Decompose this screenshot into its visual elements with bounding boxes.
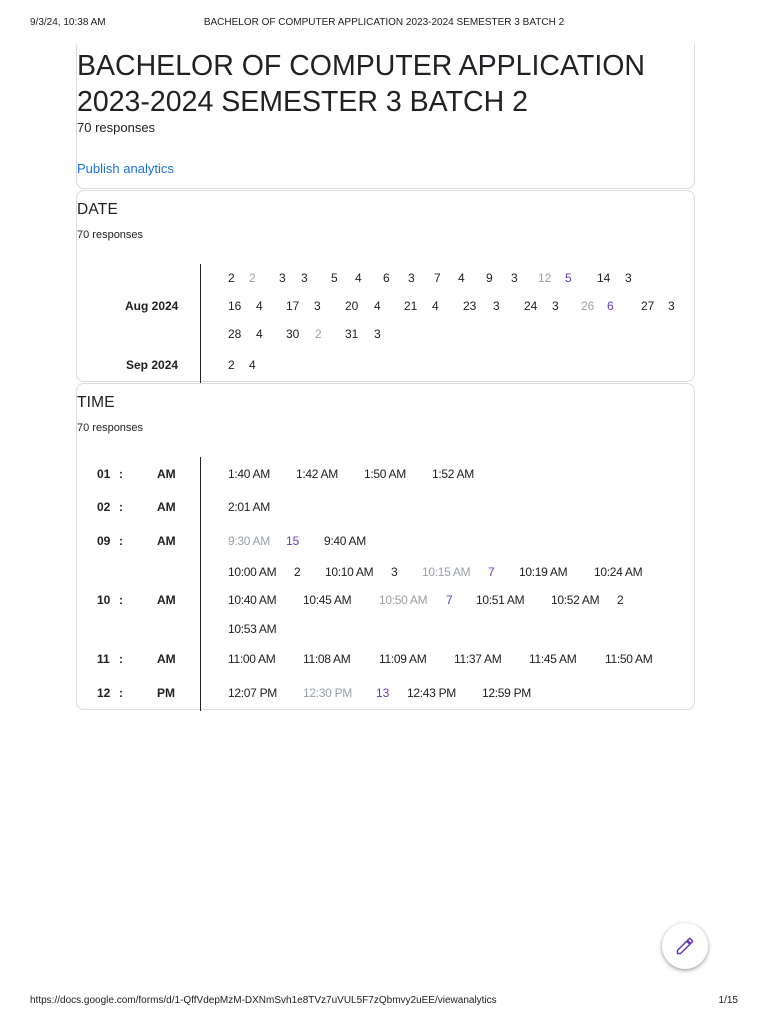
time-hour-label: 12 <box>97 686 111 700</box>
time-ampm-label: AM <box>157 467 176 481</box>
time-separator: : <box>119 652 123 666</box>
time-value: 1:52 AM <box>432 467 474 481</box>
time-value: 2:01 AM <box>228 500 270 514</box>
time-value: 11:50 AM <box>605 652 653 666</box>
print-page-number: 1/15 <box>718 995 738 1006</box>
date-group-label: Sep 2024 <box>126 358 179 372</box>
date-count: 4 <box>355 271 362 285</box>
time-count: 7 <box>488 565 495 579</box>
pencil-icon <box>675 936 695 956</box>
date-day: 7 <box>434 271 441 285</box>
date-day: 2 <box>228 358 235 372</box>
time-question-responses: 70 responses <box>77 422 144 434</box>
date-day: 27 <box>641 299 655 313</box>
publish-analytics-link[interactable]: Publish analytics <box>77 161 174 176</box>
time-separator: : <box>119 500 123 514</box>
time-question-title: TIME <box>77 394 115 411</box>
time-value: 1:40 AM <box>228 467 270 481</box>
date-count: 3 <box>314 299 321 313</box>
time-value: 9:40 AM <box>324 534 366 548</box>
print-title: BACHELOR OF COMPUTER APPLICATION 2023-2024 SEMESTER 3 BATCH 2 <box>203 17 565 28</box>
date-count: 3 <box>511 271 518 285</box>
date-day: 16 <box>228 299 242 313</box>
time-separator: : <box>119 593 123 607</box>
date-count: 4 <box>374 299 381 313</box>
time-value: 1:50 AM <box>364 467 406 481</box>
time-divider-line <box>200 457 201 711</box>
print-url: https://docs.google.com/forms/d/1-QffVdepMzM-DXNmSvh1e8TVz7uVUL5F7zQbmvy2uEE/viewanalytics <box>30 995 497 1006</box>
time-value: 11:09 AM <box>379 652 427 666</box>
date-day: 20 <box>345 299 359 313</box>
time-value: 10:40 AM <box>228 593 277 607</box>
time-value: 11:37 AM <box>454 652 502 666</box>
date-day: 12 <box>538 271 552 285</box>
time-count: 2 <box>294 565 301 579</box>
print-datetime: 9/3/24, 10:38 AM <box>30 17 106 28</box>
date-count: 4 <box>458 271 465 285</box>
date-count: 3 <box>374 327 381 341</box>
edit-fab-button[interactable] <box>662 923 708 969</box>
date-count: 4 <box>249 358 256 372</box>
time-hour-label: 10 <box>97 593 111 607</box>
print-header <box>30 17 738 31</box>
time-value: 10:53 AM <box>228 622 277 636</box>
form-header-card <box>76 44 695 189</box>
time-value: 12:07 PM <box>228 686 277 700</box>
form-title <box>77 48 687 120</box>
time-hour-label: 01 <box>97 467 111 481</box>
time-value: 10:52 AM <box>551 593 600 607</box>
time-question-card <box>76 383 695 710</box>
date-day: 24 <box>524 299 538 313</box>
time-count: 3 <box>391 565 398 579</box>
time-value: 1:42 AM <box>296 467 338 481</box>
time-value: 11:00 AM <box>228 652 276 666</box>
time-value: 9:30 AM <box>228 534 270 548</box>
time-hour-label: 02 <box>97 500 111 514</box>
date-count: 3 <box>552 299 559 313</box>
date-divider-line <box>200 264 201 383</box>
time-separator: : <box>119 686 123 700</box>
date-day: 2 <box>228 271 235 285</box>
time-separator: : <box>119 534 123 548</box>
time-count: 2 <box>617 593 624 607</box>
date-count: 2 <box>249 271 256 285</box>
time-value: 10:00 AM <box>228 565 277 579</box>
date-count: 5 <box>565 271 572 285</box>
time-separator: : <box>119 467 123 481</box>
date-count: 3 <box>625 271 632 285</box>
time-ampm-label: AM <box>157 593 176 607</box>
time-value: 10:45 AM <box>303 593 352 607</box>
time-value: 12:30 PM <box>303 686 352 700</box>
time-value: 12:43 PM <box>407 686 456 700</box>
time-value: 10:24 AM <box>594 565 643 579</box>
date-day: 30 <box>286 327 300 341</box>
date-day: 26 <box>581 299 595 313</box>
form-title-line1: BACHELOR OF COMPUTER APPLICATION <box>77 50 645 82</box>
time-count: 7 <box>446 593 453 607</box>
time-ampm-label: PM <box>157 686 175 700</box>
time-value: 10:51 AM <box>476 593 525 607</box>
form-title-line2: 2023-2024 SEMESTER 3 BATCH 2 <box>77 86 528 118</box>
date-count: 4 <box>432 299 439 313</box>
date-day: 3 <box>279 271 286 285</box>
date-question-title: DATE <box>77 201 118 218</box>
date-day: 6 <box>383 271 390 285</box>
date-count: 3 <box>301 271 308 285</box>
time-count: 13 <box>376 686 390 700</box>
date-question-responses: 70 responses <box>77 229 144 241</box>
date-day: 28 <box>228 327 242 341</box>
time-value: 10:50 AM <box>379 593 428 607</box>
time-value: 11:45 AM <box>529 652 577 666</box>
time-value: 10:10 AM <box>325 565 374 579</box>
time-ampm-label: AM <box>157 500 176 514</box>
date-day: 21 <box>404 299 418 313</box>
date-count: 3 <box>668 299 675 313</box>
date-day: 14 <box>597 271 611 285</box>
time-value: 10:19 AM <box>519 565 568 579</box>
time-ampm-label: AM <box>157 652 176 666</box>
date-day: 5 <box>331 271 338 285</box>
time-count: 15 <box>286 534 300 548</box>
date-count: 4 <box>256 299 263 313</box>
form-response-count: 70 responses <box>77 120 156 135</box>
date-count: 4 <box>256 327 263 341</box>
date-day: 23 <box>463 299 477 313</box>
time-value: 11:08 AM <box>303 652 351 666</box>
date-day: 31 <box>345 327 359 341</box>
time-hour-label: 09 <box>97 534 111 548</box>
date-count: 3 <box>493 299 500 313</box>
time-hour-label: 11 <box>97 652 110 666</box>
date-count: 6 <box>607 299 614 313</box>
time-ampm-label: AM <box>157 534 176 548</box>
time-value: 10:15 AM <box>422 565 471 579</box>
date-day: 9 <box>486 271 493 285</box>
time-value: 12:59 PM <box>482 686 531 700</box>
date-count: 3 <box>408 271 415 285</box>
date-count: 2 <box>315 327 322 341</box>
date-group-label: Aug 2024 <box>125 299 179 313</box>
print-footer <box>30 995 738 1009</box>
date-day: 17 <box>286 299 300 313</box>
date-question-card <box>76 190 695 382</box>
